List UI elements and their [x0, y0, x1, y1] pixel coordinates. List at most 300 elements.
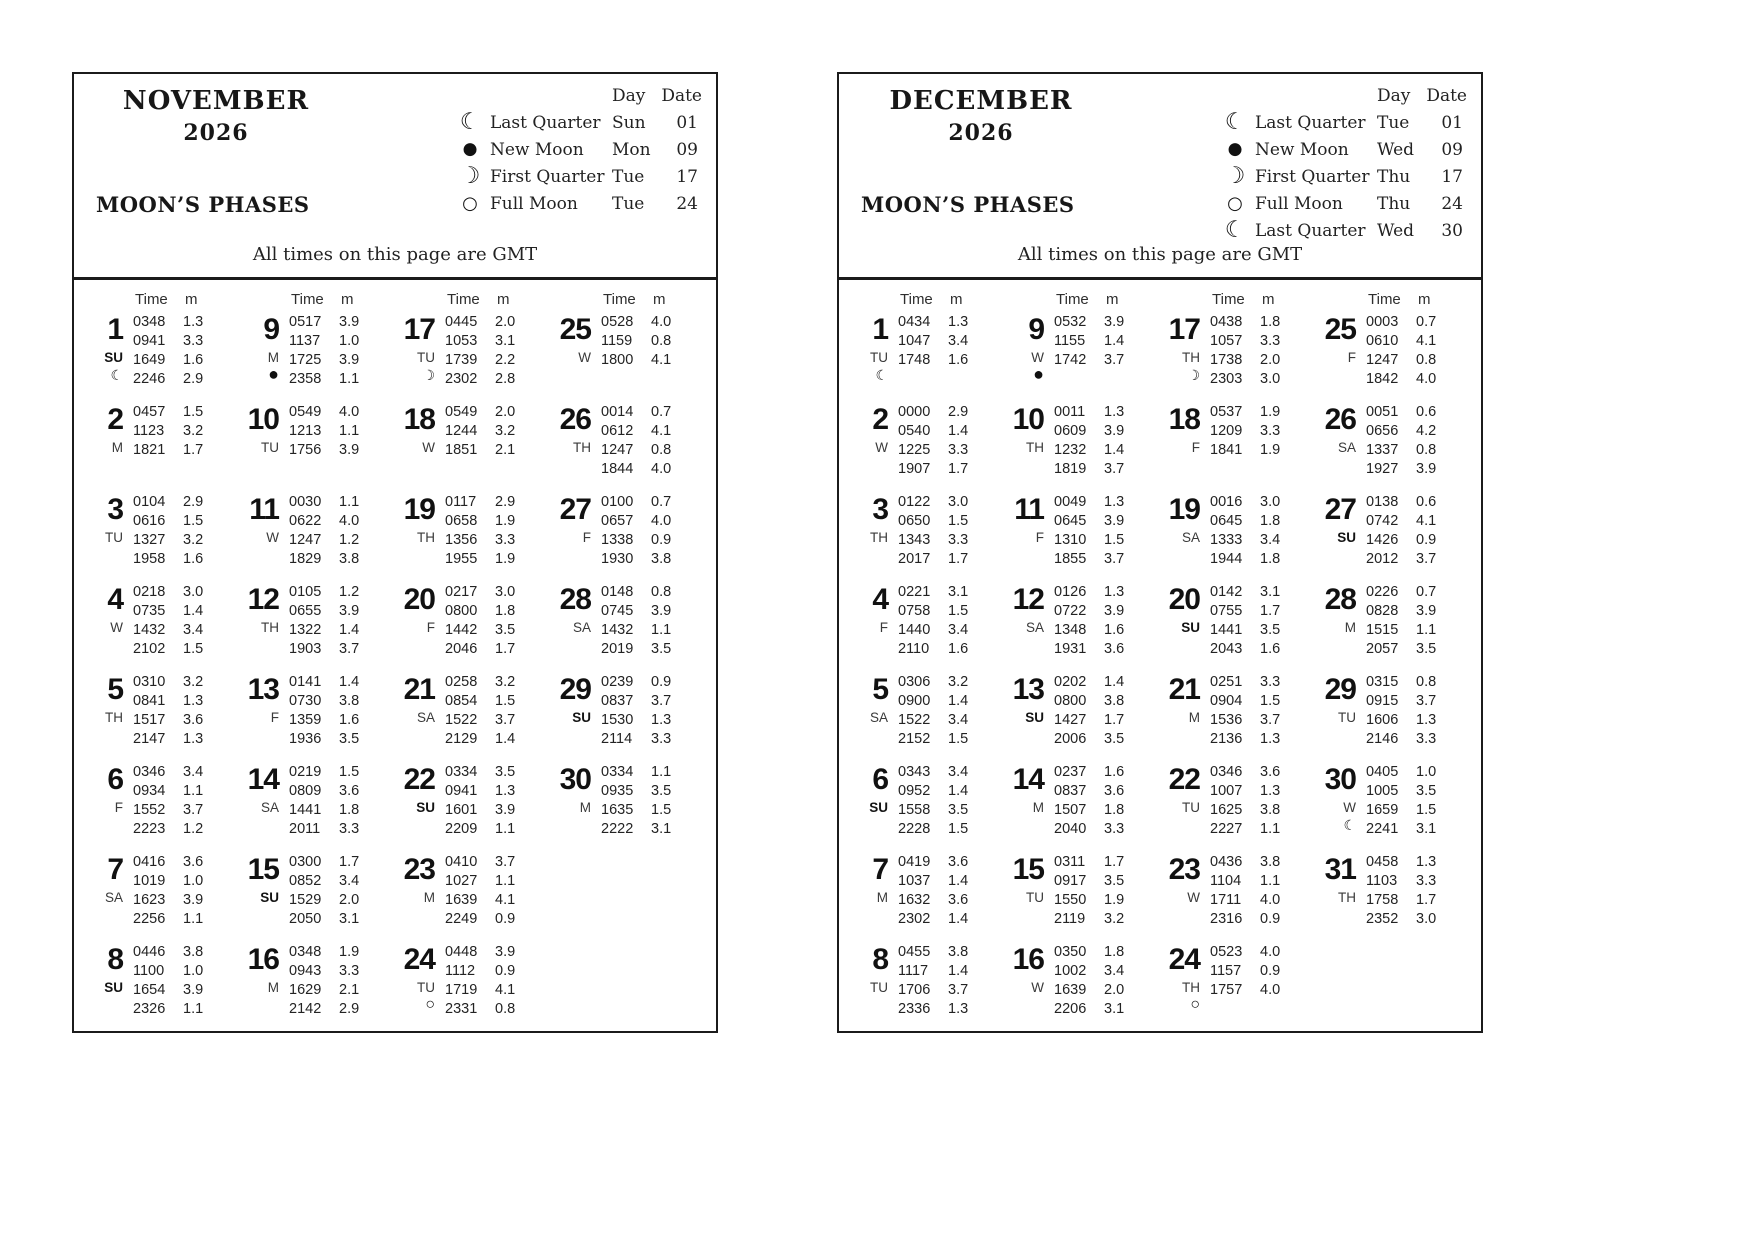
phase-date: 09: [1441, 139, 1463, 160]
tide-time: 0011: [1054, 403, 1086, 420]
tide-row: [286, 710, 396, 729]
tide-height: 3.7: [183, 801, 204, 818]
day-label-block: [1317, 672, 1363, 762]
day-cell: [552, 762, 708, 852]
tide-time: 2011: [289, 820, 321, 837]
weekday-label: TU: [261, 440, 279, 455]
tide-row: [130, 369, 240, 388]
tide-height: 1.7: [1416, 891, 1437, 908]
tide-time: 1348: [1054, 621, 1087, 638]
tide-time: 0917: [1054, 872, 1087, 889]
tide-row: [1207, 421, 1317, 440]
tide-height: 1.8: [1104, 801, 1125, 818]
tide-time: 2102: [133, 640, 166, 657]
tide-row: [1051, 800, 1161, 819]
tide-height: 1.4: [495, 730, 516, 747]
tide-time: 1117: [898, 962, 929, 979]
tide-height: 1.8: [1260, 313, 1281, 330]
tide-time: 1053: [445, 332, 478, 349]
tide-row: [1051, 530, 1161, 549]
weekday-label: TU: [870, 350, 888, 365]
tide-row: [1363, 331, 1473, 350]
tide-row: [1207, 601, 1317, 620]
tide-height: 1.1: [495, 820, 516, 837]
legend-date-header: Date: [1426, 85, 1467, 106]
tide-column: [84, 286, 240, 1032]
tide-row: [286, 942, 396, 961]
tide-row: [598, 549, 708, 568]
tide-row: [895, 620, 1005, 639]
tide-time: 1706: [898, 981, 931, 998]
tide-row: [1207, 762, 1317, 781]
tide-row: [1363, 421, 1473, 440]
tide-height: 3.5: [651, 782, 672, 799]
tide-height: 1.1: [1416, 621, 1437, 638]
tide-height: 1.9: [1260, 403, 1281, 420]
tide-time: 0800: [1054, 692, 1087, 709]
day-label-block: [84, 582, 130, 672]
tide-row: [895, 942, 1005, 961]
phase-date: 24: [676, 193, 698, 214]
tide-row: [1051, 639, 1161, 658]
tide-height: 1.1: [651, 621, 672, 638]
tide-time: 1711: [1210, 891, 1242, 908]
tide-row: [598, 440, 708, 459]
time-header: Time: [135, 290, 168, 308]
tide-row: [598, 781, 708, 800]
weekday-label: SU: [104, 980, 123, 995]
gmt-note: All times on this page are GMT: [252, 244, 538, 265]
tide-height: 1.7: [1104, 711, 1125, 728]
tide-time: 0311: [1054, 853, 1086, 870]
tide-time: 1440: [898, 621, 931, 638]
day-label-block: [84, 672, 130, 762]
tide-row: [895, 492, 1005, 511]
tide-row: [598, 459, 708, 478]
tide-time: 1337: [1366, 441, 1399, 458]
tide-time: 0735: [133, 602, 166, 619]
tide-row: [1051, 601, 1161, 620]
tide-time: 0410: [445, 853, 478, 870]
day-label-block: [1005, 492, 1051, 582]
tide-row: [1051, 691, 1161, 710]
tide-height: 1.3: [1260, 730, 1281, 747]
tide-rows: [1207, 852, 1317, 942]
tide-time: 1601: [445, 801, 478, 818]
tide-rows: [598, 312, 708, 402]
tide-time: 1632: [898, 891, 931, 908]
weekday-label: W: [875, 440, 888, 455]
tide-rows: [442, 762, 552, 852]
tide-height: 3.3: [339, 962, 360, 979]
tide-height: 1.7: [948, 550, 969, 567]
day-label-block: [1005, 582, 1051, 672]
day-number: 2: [107, 403, 123, 436]
tide-time: 1639: [1054, 981, 1087, 998]
tide-height: 4.0: [1260, 981, 1281, 998]
tide-height: 0.7: [1416, 313, 1437, 330]
tide-row: [1051, 440, 1161, 459]
tide-time: 2146: [1366, 730, 1399, 747]
tide-time: 2336: [898, 1000, 931, 1017]
day-number: 1: [872, 313, 888, 346]
day-cell: [552, 402, 708, 492]
tide-time: 1958: [133, 550, 166, 567]
tide-row: [598, 421, 708, 440]
day-label-block: [240, 402, 286, 492]
tide-height: 1.0: [339, 332, 360, 349]
tide-time: 2114: [601, 730, 633, 747]
weekday-label: W: [1031, 980, 1044, 995]
tide-height: 0.8: [1416, 351, 1437, 368]
tide-height: 3.9: [1104, 512, 1125, 529]
tide-height: 3.8: [651, 550, 672, 567]
tide-row: [1207, 691, 1317, 710]
tide-row: [895, 350, 1005, 369]
tide-time: 0852: [289, 872, 322, 889]
tide-height: 1.0: [183, 962, 204, 979]
tide-height: 1.3: [1104, 403, 1125, 420]
tide-height: 3.7: [1416, 550, 1437, 567]
day-label-block: [84, 402, 130, 492]
tide-height: 0.6: [1416, 493, 1437, 510]
tide-height: 3.2: [495, 673, 516, 690]
tide-time: 1155: [1054, 332, 1086, 349]
tide-height: 3.1: [651, 820, 672, 837]
tide-height: 3.1: [948, 583, 969, 600]
weekday-label: TH: [105, 710, 123, 725]
tide-time: 1507: [1054, 801, 1087, 818]
tide-row: [1207, 492, 1317, 511]
last-quarter-icon: ☾: [1224, 109, 1246, 135]
day-cell: [849, 582, 1005, 672]
tide-height: 3.2: [183, 422, 204, 439]
tide-row: [286, 672, 396, 691]
tide-row: [895, 909, 1005, 928]
day-number: 23: [1168, 853, 1200, 886]
tide-height: 3.7: [948, 981, 969, 998]
tide-time: 0105: [289, 583, 322, 600]
tide-time: 1247: [289, 531, 322, 548]
tide-row: [895, 601, 1005, 620]
tide-time: 0334: [445, 763, 478, 780]
day-cell: [84, 312, 240, 402]
tide-row: [895, 710, 1005, 729]
tide-height: 3.5: [948, 801, 969, 818]
tide-height: 0.8: [495, 1000, 516, 1017]
tide-time: 1441: [1210, 621, 1243, 638]
tide-height: 1.4: [948, 422, 969, 439]
day-number: 21: [403, 673, 435, 706]
tide-height: 1.5: [651, 801, 672, 818]
tide-time: 0532: [1054, 313, 1087, 330]
tide-row: [130, 672, 240, 691]
day-label-block: [84, 942, 130, 1032]
tide-height: 1.1: [183, 910, 204, 927]
tide-row: [130, 871, 240, 890]
moon-phase-legend: [1217, 82, 1469, 244]
day-number: 3: [107, 493, 123, 526]
tide-height: 1.6: [1104, 763, 1125, 780]
tide-height: 3.3: [495, 531, 516, 548]
tide-height: 2.1: [495, 441, 516, 458]
tide-height: 4.0: [339, 512, 360, 529]
tide-row: [286, 909, 396, 928]
weekday-label: SU: [1025, 710, 1044, 725]
tide-height: 3.6: [339, 782, 360, 799]
tide-height: 3.2: [183, 673, 204, 690]
tide-time: 1019: [133, 872, 166, 889]
tide-column: [849, 286, 1005, 1032]
tide-height: 4.0: [651, 512, 672, 529]
tide-rows: [895, 582, 1005, 672]
tide-time: 1800: [601, 351, 634, 368]
tide-rows: [895, 492, 1005, 582]
tide-time: 2209: [445, 820, 478, 837]
tide-row: [1363, 312, 1473, 331]
tide-row: [1363, 909, 1473, 928]
day-label-block: [240, 582, 286, 672]
tide-height: 1.7: [495, 640, 516, 657]
tide-row: [130, 890, 240, 909]
day-number: 17: [1168, 313, 1200, 346]
tide-row: [442, 492, 552, 511]
tide-row: [286, 852, 396, 871]
tide-height: 3.9: [339, 313, 360, 330]
tide-rows: [286, 672, 396, 762]
tide-time: 1104: [1210, 872, 1242, 889]
tide-time: 0030: [289, 493, 322, 510]
tide-row: [1363, 762, 1473, 781]
tide-time: 0935: [601, 782, 634, 799]
tide-time: 1522: [445, 711, 478, 728]
tide-height: 3.4: [948, 332, 969, 349]
tide-time: 2119: [1054, 910, 1086, 927]
tide-time: 1137: [289, 332, 321, 349]
tide-height: 1.3: [183, 313, 204, 330]
day-number: 16: [1012, 943, 1044, 976]
tide-row: [130, 961, 240, 980]
tide-row: [1207, 620, 1317, 639]
day-number: 18: [403, 403, 435, 436]
tide-row: [1363, 890, 1473, 909]
tide-height: 2.8: [495, 370, 516, 387]
tide-row: [1363, 459, 1473, 478]
day-cell: [849, 312, 1005, 402]
tide-time: 1343: [898, 531, 931, 548]
tide-height: 1.2: [183, 820, 204, 837]
tide-time: 1359: [289, 711, 322, 728]
day-label-block: [849, 492, 895, 582]
day-label-block: [1161, 312, 1207, 402]
tide-time: 2129: [445, 730, 478, 747]
tide-height: 4.1: [1416, 512, 1437, 529]
m-header: m: [1262, 290, 1275, 308]
tide-time: 0334: [601, 763, 634, 780]
day-number: 12: [247, 583, 279, 616]
day-label-block: [849, 942, 895, 1032]
day-cell: [84, 672, 240, 762]
tide-height: 3.7: [495, 711, 516, 728]
phase-date: 17: [1441, 166, 1463, 187]
first-quarter-icon: ☽: [459, 163, 481, 189]
phase-day: Tue: [612, 166, 645, 187]
day-number: 14: [247, 763, 279, 796]
day-number: 4: [107, 583, 123, 616]
day-cell: [1005, 762, 1161, 852]
tide-time: 1426: [1366, 531, 1399, 548]
tide-time: 0251: [1210, 673, 1243, 690]
tide-time: 1057: [1210, 332, 1243, 349]
tide-height: 3.9: [495, 943, 516, 960]
tide-row: [1051, 350, 1161, 369]
moons-phases-heading: MOON’S PHASES: [861, 192, 1075, 217]
tide-time: 0915: [1366, 692, 1399, 709]
tide-time: 1047: [898, 332, 931, 349]
tide-time: 1842: [1366, 370, 1399, 387]
day-cell: [240, 582, 396, 672]
day-label-block: [1317, 762, 1363, 852]
tide-time: 1756: [289, 441, 322, 458]
tide-time: 0141: [289, 673, 322, 690]
day-label-block: [396, 672, 442, 762]
tide-height: 3.3: [339, 820, 360, 837]
tide-row: [442, 402, 552, 421]
tide-height: 0.9: [495, 962, 516, 979]
day-cell: [849, 492, 1005, 582]
tide-time: 1719: [445, 981, 478, 998]
m-header: m: [497, 290, 510, 308]
day-cell: [849, 942, 1005, 1032]
tide-height: 1.1: [651, 763, 672, 780]
tide-time: 0346: [133, 763, 166, 780]
day-cell: [240, 492, 396, 582]
tide-rows: [1363, 312, 1473, 402]
tide-rows: [286, 852, 396, 942]
day-cell: [552, 672, 708, 762]
tide-time: 2006: [1054, 730, 1087, 747]
tide-time: 1432: [133, 621, 166, 638]
tide-row: [1207, 350, 1317, 369]
tide-row: [1207, 729, 1317, 748]
tide-row: [895, 781, 1005, 800]
weekday-label: TH: [573, 440, 591, 455]
tide-time: 1629: [289, 981, 322, 998]
day-cell: [240, 672, 396, 762]
day-label-block: [1161, 942, 1207, 1032]
tide-height: 0.9: [1416, 531, 1437, 548]
tide-height: 1.5: [1260, 692, 1281, 709]
tide-height: 1.5: [948, 730, 969, 747]
tide-row: [286, 440, 396, 459]
tide-time: 2358: [289, 370, 322, 387]
tide-row: [598, 511, 708, 530]
tide-row: [895, 980, 1005, 999]
moons-phases-heading: MOON’S PHASES: [96, 192, 310, 217]
time-header: Time: [447, 290, 480, 308]
tide-height: 3.9: [1416, 602, 1437, 619]
tide-time: 1819: [1054, 460, 1087, 477]
tide-time: 0528: [601, 313, 634, 330]
tide-row: [442, 762, 552, 781]
tide-height: 2.9: [183, 493, 204, 510]
tide-height: 1.3: [651, 711, 672, 728]
tide-height: 1.6: [1104, 621, 1125, 638]
tide-height: 3.8: [339, 550, 360, 567]
tide-time: 2043: [1210, 640, 1243, 657]
last-quarter-icon: ☾: [459, 109, 481, 135]
tide-height: 3.3: [651, 730, 672, 747]
day-number: 28: [1324, 583, 1356, 616]
day-label-block: [240, 942, 286, 1032]
tide-height: 3.9: [651, 602, 672, 619]
phase-day: Wed: [1377, 139, 1415, 160]
day-cell: [552, 492, 708, 582]
tide-time: 2249: [445, 910, 478, 927]
tide-height: 3.3: [1260, 422, 1281, 439]
weekday-label: F: [270, 710, 279, 725]
tide-height: 1.1: [183, 782, 204, 799]
day-label-block: [849, 852, 895, 942]
tide-time: 2223: [133, 820, 166, 837]
weekday-label: M: [267, 980, 279, 995]
tide-row: [130, 729, 240, 748]
tide-rows: [1363, 582, 1473, 672]
tide-time: 0457: [133, 403, 166, 420]
tide-rows: [442, 672, 552, 762]
day-number: 12: [1012, 583, 1044, 616]
day-cell: [240, 312, 396, 402]
tide-time: 2142: [289, 1000, 322, 1017]
tide-row: [442, 781, 552, 800]
tide-height: 3.5: [651, 640, 672, 657]
tide-rows: [598, 492, 708, 582]
tide-row: [442, 819, 552, 838]
tide-row: [1051, 781, 1161, 800]
tide-rows: [286, 402, 396, 492]
tide-time: 0523: [1210, 943, 1243, 960]
tide-row: [130, 800, 240, 819]
tide-row: [895, 871, 1005, 890]
tide-time: 0100: [601, 493, 634, 510]
tide-height: 3.9: [339, 602, 360, 619]
tide-row: [286, 421, 396, 440]
tide-height: 1.7: [183, 441, 204, 458]
weekday-label: W: [1031, 350, 1044, 365]
tide-height: 1.4: [948, 910, 969, 927]
tide-row: [1051, 961, 1161, 980]
day-number: 26: [1324, 403, 1356, 436]
tide-time: 0610: [1366, 332, 1399, 349]
weekday-label: SA: [1025, 620, 1044, 635]
tide-row: [286, 492, 396, 511]
weekday-label: SU: [416, 800, 435, 815]
day-number: 1: [107, 313, 123, 346]
tide-row: [1051, 852, 1161, 871]
weekday-label: SU: [1181, 620, 1200, 635]
tide-rows: [598, 582, 708, 672]
tide-time: 1955: [445, 550, 478, 567]
day-number: 19: [1168, 493, 1200, 526]
weekday-label: M: [1188, 710, 1200, 725]
tide-time: 1209: [1210, 422, 1243, 439]
last-quarter-icon: ☾: [110, 367, 123, 383]
tide-row: [1363, 639, 1473, 658]
tide-row: [895, 511, 1005, 530]
full-moon-icon: ○: [1227, 192, 1243, 214]
tide-row: [286, 331, 396, 350]
tide-time: 2246: [133, 370, 166, 387]
